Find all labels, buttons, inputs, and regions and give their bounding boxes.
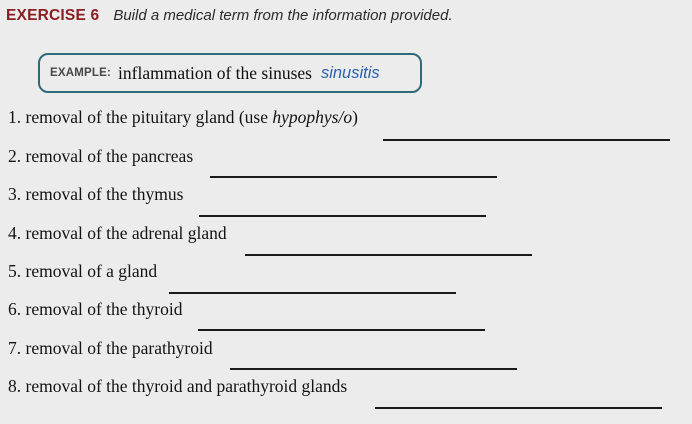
exercise-item-2 xyxy=(8,146,193,167)
item-text: removal of the parathyroid xyxy=(25,338,213,358)
item-number: 2. xyxy=(8,146,22,166)
exercise-item-5 xyxy=(8,261,157,282)
answer-blank-4[interactable] xyxy=(245,254,532,256)
answer-blank-2[interactable] xyxy=(210,176,497,178)
item-term-italic: hypophys/o xyxy=(272,107,353,127)
exercise-item-6 xyxy=(8,299,182,320)
answer-blank-8[interactable] xyxy=(375,407,662,409)
answer-blank-3[interactable] xyxy=(199,215,486,217)
exercise-item-7 xyxy=(8,338,213,359)
item-text: removal of the pancreas xyxy=(25,146,194,166)
example-label: EXAMPLE: xyxy=(50,67,112,79)
example-box xyxy=(38,53,422,93)
item-number: 8. xyxy=(8,376,22,396)
item-number: 3. xyxy=(8,184,22,204)
example-prompt: inflammation of the sinuses xyxy=(118,62,312,83)
item-number: 6. xyxy=(8,299,22,319)
item-number: 4. xyxy=(8,223,22,243)
item-number: 1. xyxy=(8,107,22,127)
exercise-item-3 xyxy=(8,184,183,205)
answer-blank-5[interactable] xyxy=(169,292,456,294)
exercise-header xyxy=(6,7,453,25)
example-answer: sinusitis xyxy=(320,63,380,82)
exercise-instruction: Build a medical term from the information provided. xyxy=(113,7,453,24)
item-text: removal of the thymus xyxy=(25,184,184,204)
exercise-item-8 xyxy=(8,376,347,397)
item-text: removal of the adrenal gland xyxy=(25,223,227,243)
item-text-suffix: ) xyxy=(352,107,358,127)
item-text: removal of the thyroid xyxy=(25,299,183,319)
answer-blank-6[interactable] xyxy=(198,329,485,331)
item-number: 5. xyxy=(8,261,22,281)
item-text: removal of the thyroid and parathyroid glands xyxy=(25,376,348,396)
exercise-item-4 xyxy=(8,223,227,244)
answer-blank-1[interactable] xyxy=(383,139,670,141)
item-text: removal of a gland xyxy=(25,261,158,281)
item-text: removal of the pituitary gland (use xyxy=(25,107,273,127)
exercise-label: EXERCISE 6 xyxy=(6,7,100,24)
exercise-item-1 xyxy=(8,107,358,128)
item-number: 7. xyxy=(8,338,22,358)
answer-blank-7[interactable] xyxy=(230,368,517,370)
